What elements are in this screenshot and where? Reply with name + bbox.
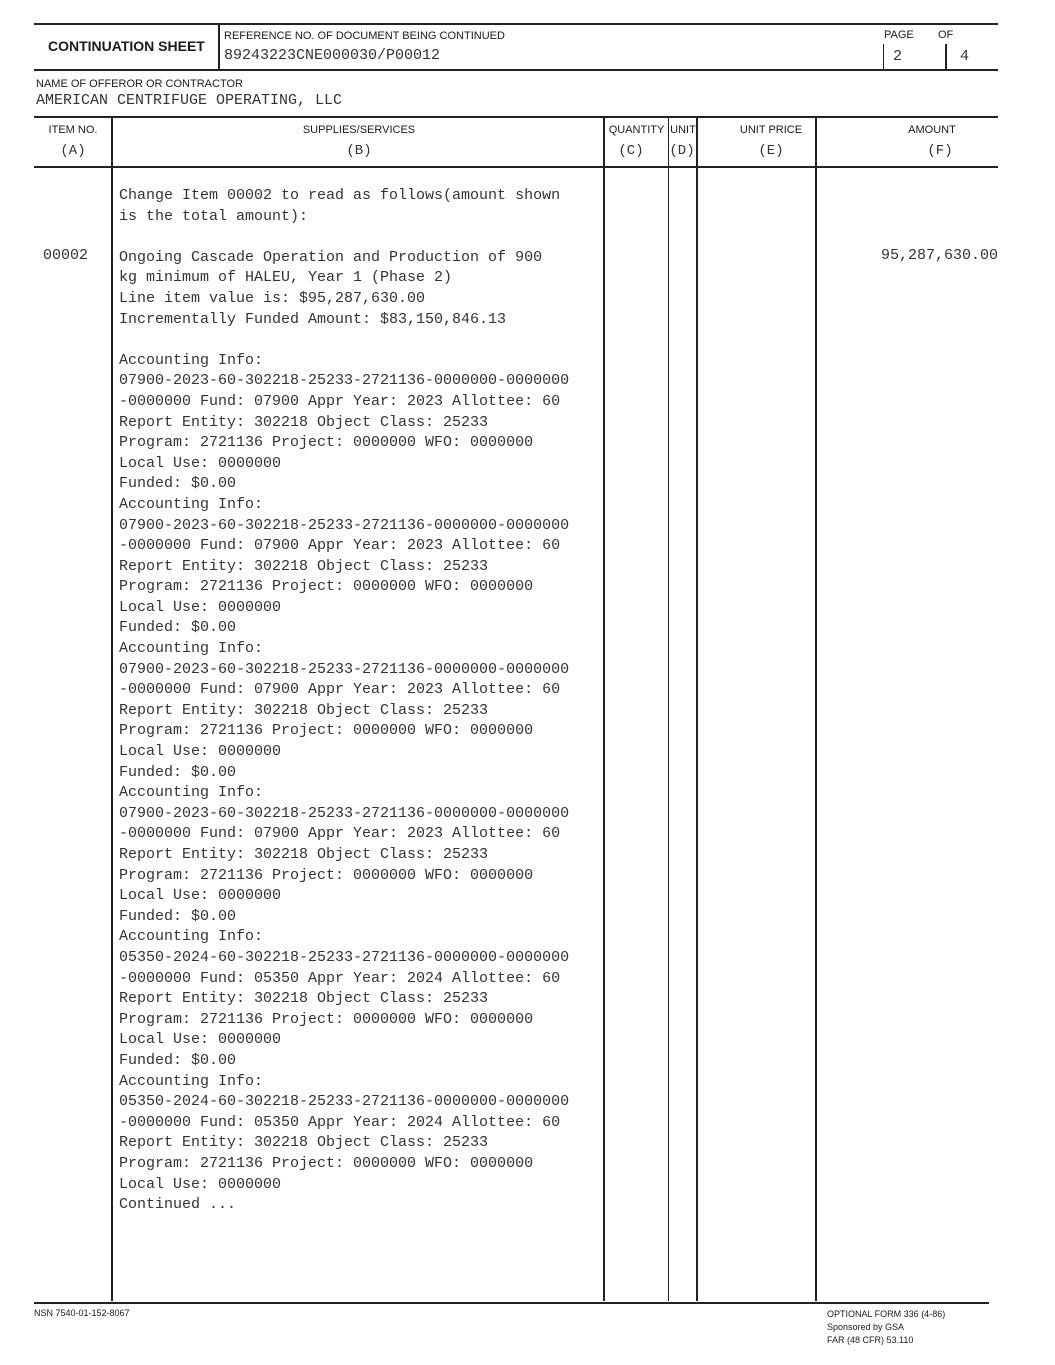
description-line: Report Entity: 302218 Object Class: 25233 [119,1134,489,1152]
page-number: 2 [893,48,903,65]
far-citation: FAR (48 CFR) 53.110 [827,1335,914,1345]
description-line: -0000000 Fund: 07900 Appr Year: 2023 Allottee: 60 [119,825,561,843]
page-of-divider [945,44,947,69]
description-line [119,330,609,351]
description-line: Accounting Info: [119,784,264,802]
of-label: OF [938,29,954,41]
description-line: Local Use: 0000000 [119,1031,282,1049]
column-header-rule [34,166,998,168]
description-line: Local Use: 0000000 [119,454,282,472]
page-box-divider [883,44,884,69]
description-line: Continued ... [119,1196,237,1214]
form-title: CONTINUATION SHEET [48,38,205,54]
description-line: Accounting Info: [119,1072,264,1090]
offeror-name: AMERICAN CENTRIFUGE OPERATING, LLC [36,92,343,109]
total-pages: 4 [960,48,970,65]
description-line: Accounting Info: [119,928,264,946]
column-sub-d: (D) [669,143,695,159]
column-sub-e: (E) [758,143,784,159]
description-line: Report Entity: 302218 Object Class: 25233 [119,846,489,863]
description-line: 07900-2023-60-302218-25233-2721136-0000000-0000000 [119,660,570,678]
reference-label: REFERENCE NO. OF DOCUMENT BEING CONTINUED [224,30,505,42]
column-sub-b: (B) [346,143,372,159]
reference-number: 89243223CNE000030/P00012 [224,47,441,64]
description-line: Accounting Info: [119,351,264,369]
description-line: Funded: $0.00 [119,907,237,925]
sponsor-text: Sponsored by GSA [827,1322,905,1332]
description-line: kg minimum of HALEU, Year 1 (Phase 2) [119,269,453,287]
description-line: Program: 2721136 Project: 0000000 WFO: 0000000 [119,434,534,452]
column-header-amount: AMOUNT [908,124,956,136]
title-divider [218,24,220,70]
column-sub-a: (A) [60,143,86,159]
column-header-unit-price: UNIT PRICE [739,124,803,136]
description-line: Local Use: 0000000 [119,598,282,616]
column-header-item-no: ITEM NO. [48,124,98,136]
column-header-quantity: QUANTITY [608,124,665,136]
description-line: Accounting Info: [119,495,264,513]
header-bottom-rule [34,69,998,71]
page-label: PAGE [884,29,914,41]
description-line: Funded: $0.00 [119,763,237,781]
description-line: Local Use: 0000000 [119,887,282,905]
description-line [119,227,609,248]
top-rule [34,23,998,25]
description-line: -0000000 Fund: 07900 Appr Year: 2023 Allottee: 60 [119,537,561,555]
column-divider-c [668,117,669,1301]
footer-rule [34,1302,989,1304]
description-line: Program: 2721136 Project: 0000000 WFO: 0000000 [119,1010,534,1028]
column-header-supplies: SUPPLIES/SERVICES [302,124,416,136]
column-divider-e [815,117,817,1301]
form-number: OPTIONAL FORM 336 (4-86) [827,1309,946,1319]
nsn-number: NSN 7540-01-152-8067 [34,1308,130,1318]
description-line: Funded: $0.00 [119,475,237,493]
description-line: Funded: $0.00 [119,1051,237,1069]
description-line: Line item value is: $95,287,630.00 [119,289,426,307]
item-number: 00002 [43,247,89,264]
description-line: Change Item 00002 to read as follows(amount shown [119,187,561,204]
column-header-unit: UNIT [670,124,696,136]
column-sub-c: (C) [618,143,644,159]
description-line: Program: 2721136 Project: 0000000 WFO: 0000000 [119,722,534,740]
column-divider-a [111,117,113,1301]
description-line: Program: 2721136 Project: 0000000 WFO: 0000000 [119,1154,534,1172]
description-line: -0000000 Fund: 05350 Appr Year: 2024 Allottee: 60 [119,1113,561,1131]
supplies-services-text [119,186,609,1216]
description-line: -0000000 Fund: 07900 Appr Year: 2023 Allottee: 60 [119,392,561,410]
description-line: Local Use: 0000000 [119,743,282,761]
description-line: 07900-2023-60-302218-25233-2721136-0000000-0000000 [119,516,570,534]
description-line: Accounting Info: [119,640,264,658]
description-line: is the total amount): [119,207,309,225]
description-line: Report Entity: 302218 Object Class: 25233 [119,701,489,719]
description-line: 07900-2023-60-302218-25233-2721136-0000000-0000000 [119,372,570,390]
description-line: Local Use: 0000000 [119,1175,282,1193]
description-line: 05350-2024-60-302218-25233-2721136-0000000-0000000 [119,1093,570,1111]
description-line: Ongoing Cascade Operation and Production of 900 [119,248,543,266]
description-line: 05350-2024-60-302218-25233-2721136-0000000-0000000 [119,948,570,966]
description-line: Funded: $0.00 [119,619,237,637]
description-line: -0000000 Fund: 05350 Appr Year: 2024 Allottee: 60 [119,969,561,987]
description-line: Program: 2721136 Project: 0000000 WFO: 0000000 [119,866,534,884]
column-divider-d [696,117,698,1301]
description-line: Report Entity: 302218 Object Class: 25233 [119,557,489,575]
item-amount: 95,287,630.00 [880,247,998,264]
description-line: -0000000 Fund: 07900 Appr Year: 2023 Allottee: 60 [119,681,561,699]
description-line: Report Entity: 302218 Object Class: 25233 [119,990,489,1008]
description-line: Report Entity: 302218 Object Class: 25233 [119,413,489,431]
offeror-label: NAME OF OFFEROR OR CONTRACTOR [36,78,243,90]
offeror-bottom-rule [34,116,998,118]
column-sub-f: (F) [927,143,953,159]
description-line: 07900-2023-60-302218-25233-2721136-0000000-0000000 [119,804,570,822]
description-line: Incrementally Funded Amount: $83,150,846.13 [119,310,507,328]
description-line: Program: 2721136 Project: 0000000 WFO: 0000000 [119,578,534,596]
